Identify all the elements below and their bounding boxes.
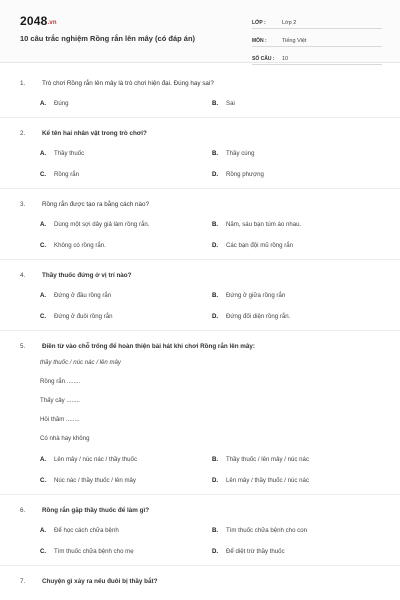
- question-header: [0, 200, 400, 209]
- answer-option[interactable]: [212, 312, 384, 321]
- option-letter: A.: [40, 221, 47, 228]
- option-letter: B.: [212, 456, 219, 463]
- answer-option[interactable]: [0, 291, 212, 300]
- answer-option[interactable]: [212, 547, 384, 556]
- option-row: [0, 170, 400, 179]
- option-letter: D.: [212, 242, 219, 249]
- question-divider: [0, 259, 400, 260]
- option-text: Sai: [226, 100, 235, 107]
- quiz-title: 10 câu trắc nghiệm Rồng rắn lên mây (có đáp án): [20, 34, 196, 43]
- answer-option[interactable]: [0, 455, 212, 464]
- question-1: [0, 79, 400, 108]
- option-row: [0, 312, 400, 321]
- option-row: [0, 241, 400, 250]
- option-text: Đứng ở đầu rồng rắn: [54, 292, 112, 299]
- option-letter: D.: [212, 171, 219, 178]
- question-number: 4.: [20, 272, 26, 279]
- lyric-line: Thấy cây ........: [40, 397, 80, 404]
- question-number: 7.: [20, 578, 26, 585]
- question-header: [0, 79, 400, 88]
- option-letter: B.: [212, 150, 219, 157]
- option-row: [0, 149, 400, 158]
- site-logo[interactable]: 2048.vn: [20, 14, 57, 28]
- option-text: Để diệt trừ thầy thuốc: [226, 548, 285, 555]
- option-text: Thầy cúng: [226, 150, 255, 157]
- question-number: 5.: [20, 343, 26, 350]
- question-7: [0, 577, 400, 586]
- question-divider: [0, 565, 400, 566]
- answer-option[interactable]: [0, 149, 212, 158]
- question-number: 1.: [20, 80, 26, 87]
- question-divider: [0, 188, 400, 189]
- option-letter: B.: [212, 221, 219, 228]
- answer-option[interactable]: [212, 526, 384, 535]
- question-header: [0, 271, 400, 280]
- answer-option[interactable]: [212, 99, 384, 108]
- question-text: Chuyện gì xảy ra nếu đuôi bị thầy bắt?: [42, 578, 158, 585]
- info-label: MÔN :: [252, 38, 267, 44]
- question-divider: [0, 117, 400, 118]
- option-letter: B.: [212, 100, 219, 107]
- option-row: [0, 526, 400, 535]
- option-text: Đứng ở giữa rồng rắn: [226, 292, 286, 299]
- option-text: Để học cách chữa bệnh: [54, 527, 119, 534]
- option-letter: A.: [40, 527, 47, 534]
- option-text: Dùng một sợi dây giả làm rồng rắn.: [54, 221, 150, 228]
- question-6: [0, 506, 400, 556]
- answer-option[interactable]: [0, 99, 212, 108]
- lyric-line: Rồng rắn ........: [40, 378, 81, 385]
- option-letter: C.: [40, 313, 47, 320]
- info-label: LỚP :: [252, 20, 266, 26]
- option-text: Lên mây / núc nác / thầy thuốc: [54, 456, 137, 463]
- option-text: Tìm thuốc chữa bệnh cho mẹ: [54, 548, 134, 555]
- answer-option[interactable]: [212, 476, 384, 485]
- option-text: Đứng ở đuôi rồng rắn: [54, 313, 113, 320]
- answer-options: [0, 291, 400, 321]
- word-bank: thầy thuốc / núc nác / lên mây: [40, 359, 121, 366]
- lyric-line: Hỏi thăm ........: [40, 416, 80, 423]
- option-text: Thầy thuốc / lên mây / núc nác: [226, 456, 309, 463]
- answer-option[interactable]: [212, 220, 384, 229]
- option-letter: A.: [40, 456, 47, 463]
- answer-options: [0, 526, 400, 556]
- answer-option[interactable]: [212, 455, 384, 464]
- option-letter: A.: [40, 100, 47, 107]
- option-row: [0, 547, 400, 556]
- question-text: Thầy thuốc đứng ở vị trí nào?: [42, 272, 132, 279]
- option-text: Đúng: [54, 100, 69, 107]
- option-letter: B.: [212, 292, 219, 299]
- info-row-class: [252, 13, 382, 29]
- option-text: Núc nác / thầy thuốc / lên mây: [54, 477, 136, 484]
- answer-options: [0, 220, 400, 250]
- answer-options: [0, 149, 400, 179]
- question-2: [0, 129, 400, 179]
- info-row-count: [252, 49, 382, 65]
- question-number: 6.: [20, 507, 26, 514]
- option-letter: C.: [40, 548, 47, 555]
- question-3: [0, 200, 400, 250]
- answer-option[interactable]: [0, 547, 212, 556]
- option-row: [0, 220, 400, 229]
- question-list: [0, 63, 400, 586]
- question-5: [0, 342, 400, 485]
- answer-option[interactable]: [212, 170, 384, 179]
- question-text: Trò chơi Rồng rắn lên mây là trò chơi hiện đại. Đúng hay sai?: [42, 80, 214, 87]
- answer-option[interactable]: [0, 476, 212, 485]
- option-text: Rồng phượng: [226, 171, 264, 178]
- option-letter: D.: [212, 313, 219, 320]
- quiz-info-panel: [252, 13, 382, 67]
- info-value: Lớp 2: [282, 20, 297, 26]
- answer-options: [0, 455, 400, 485]
- question-header: [0, 577, 400, 586]
- option-row: [0, 455, 400, 464]
- question-header: [0, 342, 400, 351]
- option-text: Đứng đối diện rồng rắn.: [226, 313, 291, 320]
- question-text: Rồng rắn gặp thầy thuốc để làm gì?: [42, 507, 150, 514]
- info-value: 10: [282, 56, 289, 62]
- option-letter: B.: [212, 527, 219, 534]
- answer-option[interactable]: [0, 312, 212, 321]
- question-text: Kể tên hai nhân vật trong trò chơi?: [42, 130, 147, 137]
- song-lyrics: [0, 359, 400, 444]
- answer-option[interactable]: [212, 241, 384, 250]
- lyric-line: Có nhà hay không: [40, 435, 90, 442]
- option-text: Các bạn đội mũ rồng rắn: [226, 242, 294, 249]
- answer-option[interactable]: [0, 241, 212, 250]
- option-letter: C.: [40, 477, 47, 484]
- option-letter: C.: [40, 242, 47, 249]
- question-4: [0, 271, 400, 321]
- question-header: [0, 506, 400, 515]
- option-text: Rồng rắn: [54, 171, 80, 178]
- answer-option[interactable]: [0, 170, 212, 179]
- question-number: 3.: [20, 201, 26, 208]
- option-row: [0, 291, 400, 300]
- option-text: Thầy thuốc: [54, 150, 85, 157]
- option-letter: C.: [40, 171, 47, 178]
- option-text: Lên mây / thầy thuốc / núc nác: [226, 477, 309, 484]
- question-text: Điền từ vào chỗ trống để hoàn thiện bài hát khi chơi Rồng rắn lên mây:: [42, 343, 256, 350]
- option-row: [0, 476, 400, 485]
- option-letter: D.: [212, 548, 219, 555]
- option-text: Tìm thuốc chữa bệnh cho con: [226, 527, 307, 534]
- info-label: SỐ CÂU :: [252, 56, 275, 62]
- option-letter: D.: [212, 477, 219, 484]
- answer-options: [0, 99, 400, 108]
- question-number: 2.: [20, 130, 26, 137]
- answer-option[interactable]: [212, 291, 384, 300]
- option-letter: A.: [40, 292, 47, 299]
- info-row-subject: [252, 31, 382, 47]
- question-text: Rồng rắn được tạo ra bằng cách nào?: [42, 201, 150, 208]
- quiz-header: [0, 0, 400, 63]
- question-divider: [0, 494, 400, 495]
- question-divider: [0, 330, 400, 331]
- option-text: Năm, sáu bạn túm áo nhau.: [226, 221, 302, 228]
- question-header: [0, 129, 400, 138]
- option-letter: A.: [40, 150, 47, 157]
- answer-option[interactable]: [0, 220, 212, 229]
- option-row: [0, 99, 400, 108]
- info-value: Tiếng Việt: [282, 38, 307, 44]
- answer-option[interactable]: [0, 526, 212, 535]
- option-text: Không có rồng rắn.: [54, 242, 106, 249]
- answer-option[interactable]: [212, 149, 384, 158]
